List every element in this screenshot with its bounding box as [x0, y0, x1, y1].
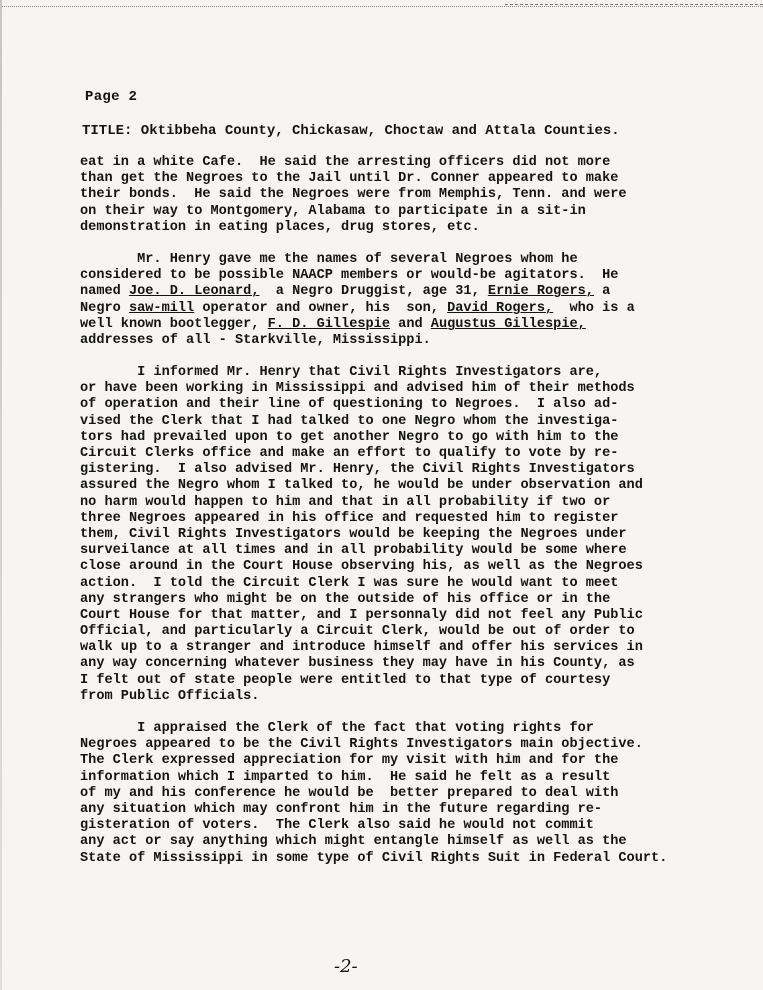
text-line: any act or say anything which might entangle himself as well as the	[80, 834, 627, 850]
underlined-name: Ernie Rogers,	[487, 284, 594, 300]
paragraph-3	[80, 365, 720, 705]
text-line: Negroes appeared to be the Civil Rights Investigators main objective.	[80, 737, 643, 753]
scan-left-edge	[0, 0, 2, 990]
text-line: information which I imparted to him. He said he felt as a result	[80, 769, 611, 785]
paragraph-2	[80, 252, 720, 349]
text-line: them, Civil Rights Investigators would be keeping the Negroes under	[80, 526, 627, 542]
text-line: vised the Clerk that I had talked to one Negro whom the investiga-	[80, 413, 619, 429]
text-line	[80, 284, 720, 300]
text-line: of operation and their line of questioning to Negroes. I also ad-	[80, 397, 619, 413]
text-line: any strangers who might be on the outside of his office or in the	[80, 591, 611, 607]
paragraph-1	[80, 155, 720, 236]
text-line: demonstration in eating places, drug stores, etc.	[80, 219, 480, 235]
text-segment: operator and owner, his son,	[194, 300, 448, 316]
text-line: Circuit Clerks office and make an effort to qualify to vote by re-	[80, 446, 619, 461]
underlined-name: F. D. Gillespie	[267, 316, 390, 332]
page-label: Page 2	[85, 89, 138, 105]
text-line: tors had prevailed upon to get another Negro to go with him to the	[80, 429, 619, 445]
text-line: The Clerk expressed appreciation for my visit with him and for the	[80, 753, 619, 769]
text-segment: a	[593, 284, 611, 300]
text-line: three Negroes appeared in his office and requested him to register	[80, 510, 619, 526]
document-title: TITLE: Oktibbeha County, Chickasaw, Choctaw and Attala Counties.	[82, 123, 620, 139]
paragraph-gap	[80, 705, 720, 721]
text-line: eat in a white Cafe. He said the arresting officers did not more	[80, 155, 611, 170]
text-line: addresses of all - Starkville, Mississippi.	[80, 332, 431, 348]
paragraph-gap	[80, 236, 720, 252]
text-line: any way concerning whatever business they may have in his County, as	[80, 656, 635, 672]
paragraph-gap	[80, 349, 720, 365]
text-line: I appraised the Clerk of the fact that voting rights for	[80, 721, 594, 736]
text-line	[80, 301, 720, 317]
text-line	[80, 317, 720, 333]
text-line: State of Mississippi in some type of Civil Rights Suit in Federal Court.	[80, 850, 668, 866]
text-line: Court House for that matter, and I personnaly did not feel any Public	[80, 607, 643, 623]
text-segment: and	[390, 316, 431, 332]
underlined-name: David Rogers,	[447, 300, 554, 316]
text-line: than get the Negroes to the Jail until Dr. Conner appeared to make	[80, 171, 619, 187]
text-line: gisteration of voters. The Clerk also said he would not commit	[80, 818, 594, 834]
text-line: I felt out of state people were entitled to that type of courtesy	[80, 672, 611, 688]
text-line: I informed Mr. Henry that Civil Rights Investigators are,	[80, 365, 603, 381]
text-line: gistering. I also advised Mr. Henry, the Civil Rights Investigators	[80, 462, 635, 478]
text-segment: Negro	[80, 300, 129, 316]
text-line: considered to be possible NAACP members or would-be agitators. He	[80, 268, 619, 284]
text-segment: well known bootlegger,	[80, 316, 268, 332]
text-line: or have been working in Mississippi and advised him of their methods	[80, 381, 635, 397]
text-line: assured the Negro whom I talked to, he would be under observation and	[80, 478, 643, 494]
text-line: close around in the Court House observing his, as well as the Negroes	[80, 559, 643, 575]
text-segment: a Negro Druggist, age 31,	[259, 284, 488, 300]
footer-page-number: -2-	[334, 956, 358, 977]
text-line: action. I told the Circuit Clerk I was sure he would want to meet	[80, 575, 619, 591]
text-line: of my and his conference he would be better prepared to deal with	[80, 785, 619, 801]
paragraph-4	[80, 721, 720, 867]
text-line: on their way to Montgomery, Alabama to participate in a sit-in	[80, 203, 586, 219]
scan-dots	[505, 0, 763, 5]
text-segment: who is a	[553, 300, 635, 316]
document-body	[80, 155, 720, 867]
text-line: from Public Officials.	[80, 688, 260, 704]
underlined-name: Augustus Gillespie,	[430, 316, 586, 332]
text-line: their bonds. He said the Negroes were from Memphis, Tenn. and were	[80, 187, 627, 203]
text-line: Mr. Henry gave me the names of several Negroes whom he	[80, 251, 578, 267]
text-segment: named	[80, 284, 129, 300]
underlined-name: Joe. D. Leonard,	[128, 284, 260, 300]
text-line: surveilance at all times and in all probability would be some where	[80, 543, 627, 559]
text-line: walk up to a stranger and introduce himself and offer his services in	[80, 640, 643, 656]
text-line: no harm would happen to him and that in all probability if two or	[80, 494, 611, 510]
text-line: Official, and particularly a Circuit Clerk, would be out of order to	[80, 624, 635, 640]
underlined-word: saw-mill	[128, 300, 195, 316]
text-line: any situation which may confront him in the future regarding re-	[80, 801, 603, 817]
